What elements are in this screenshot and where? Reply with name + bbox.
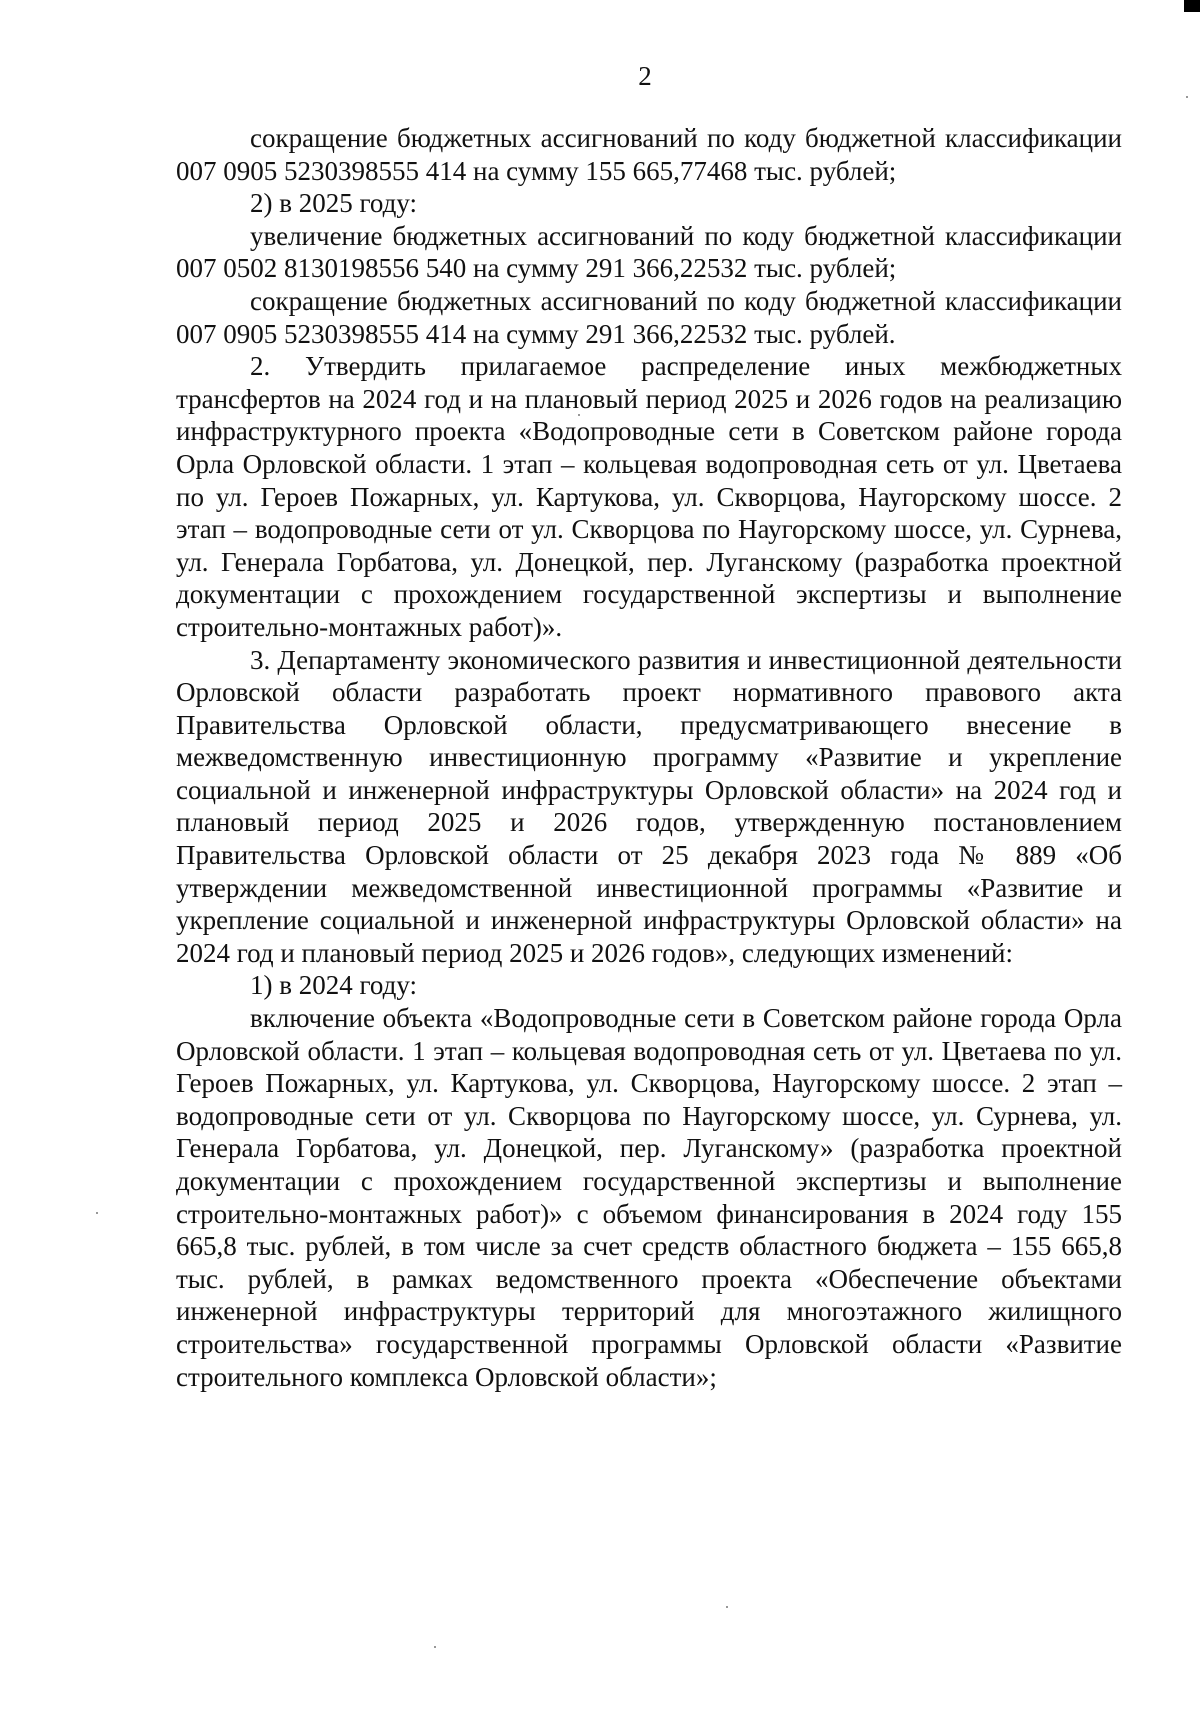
paragraph-year-2024: 1) в 2024 году: [250, 970, 417, 1001]
paragraph-budget-increase-2025: увеличение бюджетных ассигнований по коду бюджетной классификации 007 0502 8130198556 540 на сумму 291 366,22532 тыс. рублей; [176, 220, 1122, 284]
scan-speck [1186, 96, 1188, 98]
document-body [176, 122, 1122, 1393]
paragraph-object-inclusion: включение объекта «Водопроводные сети в Советском районе города Орла Орловской области. 1 этап – кольцевая водопроводная сеть от ул. Цветаева по ул. Героев Пожарных, ул. Картукова, ул. Скворцова, Наугорскому шоссе. 2 этап – водопроводные сети от ул. Скворцова по Наугорскому шоссе, ул. Сурнева, ул. Генерала Горбатова, ул. Донецкой, пер. Луганскому» (разработка проектной документации с прохождением государственной экспертизы и выполнение строительно-монтажных работ)» с объемом финансирования в 2024 году 155 665,8 тыс. рублей, в том числе за счет средств областного бюджета – 155 665,8 тыс. рублей, в рамках ведомственного проекта «Обеспечение объектами инженерной инфраструктуры территорий для многоэтажного жилищного строительства» государственной программы Орловской области «Развитие строительного комплекса Орловской области»; [176, 1003, 1122, 1392]
paragraph-budget-reduction-2025: сокращение бюджетных ассигнований по коду бюджетной классификации 007 0905 5230398555 414 на сумму 291 366,22532 тыс. рублей. [176, 285, 1122, 349]
scan-speck [726, 1606, 728, 1608]
scan-speck [96, 1212, 98, 1214]
scan-speck [578, 414, 580, 416]
page-number: 2 [638, 61, 652, 91]
paragraph-year-2025: 2) в 2025 году: [250, 188, 417, 219]
scan-speck [434, 1646, 436, 1648]
paragraph-item-3: 3. Департаменту экономического развития и инвестиционной деятельности Орловской области разработать проект нормативного правового акта Правительства Орловской области, предусматривающего внесение в межведомственную инвестиционную программу «Развитие и укрепление социальной и инженерной инфраструктуры Орловской области» на 2024 год и плановый период 2025 и 2026 годов, утвержденную постановлением Правительства Орловской области от 25 декабря 2023 года № 889 «Об утверждении межведомственной инвестиционной программы «Развитие и укрепление социальной и инженерной инфраструктуры Орловской области» на 2024 год и плановый период 2025 и 2026 годов», следующих изменений: [176, 644, 1122, 968]
paragraph-item-2: 2. Утвердить прилагаемое распределение иных межбюджетных трансфертов на 2024 год и на плановый период 2025 и 2026 годов на реализацию инфраструктурного проекта «Водопроводные сети в Советском районе города Орла Орловской области. 1 этап – кольцевая водопроводная сеть от ул. Цветаева по ул. Героев Пожарных, ул. Картукова, ул. Скворцова, Наугорскому шоссе. 2 этап – водопроводные сети от ул. Скворцова по Наугорскому шоссе, ул. Сурнева, ул. Генерала Горбатова, ул. Донецкой, пер. Луганскому (разработка проектной документации с прохождением государственной экспертизы и выполнение строительно-монтажных работ)». [176, 351, 1122, 642]
scan-edge-mark [1184, 0, 1200, 12]
paragraph-budget-reduction-2024: сокращение бюджетных ассигнований по коду бюджетной классификации 007 0905 5230398555 414 на сумму 155 665,77468 тыс. рублей; [176, 123, 1122, 186]
